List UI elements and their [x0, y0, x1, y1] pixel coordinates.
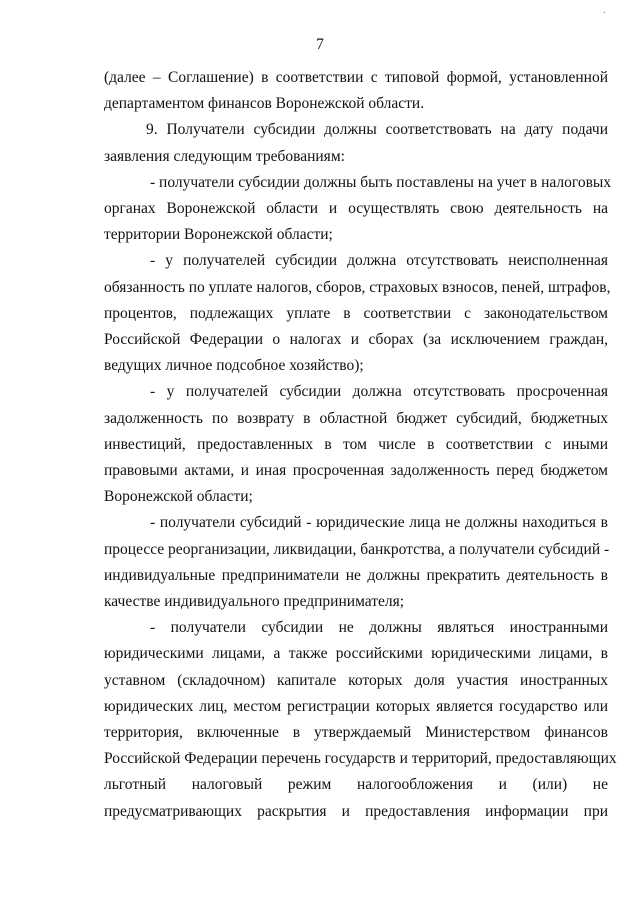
text-line: - у получателей субсидии должна отсутствовать неисполненная: [150, 252, 608, 270]
corner-mark: ·: [602, 8, 606, 19]
text-line: - получатели субсидий - юридические лица не должны находиться в: [150, 514, 608, 532]
page-number: 7: [316, 36, 324, 53]
text-line: Российской Федерации о налогах и сборах (за исключением граждан,: [104, 331, 608, 349]
text-line: Российской Федерации перечень государств и территорий, предоставляющих: [104, 750, 617, 768]
text-line: юридическими лицами, а также российскими юридическими лицами, в: [104, 645, 608, 663]
document-body: [104, 65, 617, 825]
text-line: правовыми актами, и иная просроченная задолженность перед бюджетом: [104, 462, 608, 480]
text-line: ведущих личное подсобное хозяйство);: [104, 357, 364, 375]
text-line: задолженность по возврату в областной бюджет субсидий, бюджетных: [104, 409, 608, 427]
text-line: (далее – Соглашение) в соответствии с типовой формой, установленной: [104, 69, 608, 86]
text-line: качестве индивидуального предпринимателя;: [104, 593, 405, 611]
text-line: инвестиций, предоставленных в том числе в соответствии с иными: [104, 435, 608, 453]
text-line: территория, включенные в утверждаемый Министерством финансов: [104, 724, 608, 742]
text-line: 9. Получатели субсидии должны соответствовать на дату подачи: [146, 121, 608, 139]
text-line: процессе реорганизации, ликвидации, банкротства, а получатели субсидий -: [104, 540, 610, 558]
text-line: процентов, подлежащих уплате в соответствии с законодательством: [104, 304, 608, 322]
text-line: обязанность по уплате налогов, сборов, страховых взносов, пеней, штрафов,: [104, 278, 611, 296]
text-line: Воронежской области;: [104, 488, 253, 506]
text-line: уставном (складочном) капитале которых доля участия иностранных: [104, 671, 608, 689]
text-line: индивидуальные предприниматели не должны прекратить деятельность в: [104, 566, 608, 584]
text-line: - получатели субсидии должны быть поставлены на учет в налоговых: [150, 173, 612, 191]
text-line: территории Воронежской области;: [104, 226, 333, 244]
text-line: предусматривающих раскрытия и предоставления информации при: [104, 802, 608, 820]
text-line: - получатели субсидии не должны являться иностранными: [150, 619, 608, 637]
text-line: льготный налоговый режим налогообложения и (или) не: [104, 776, 608, 794]
text-line: юридических лиц, местом регистрации которых является государство или: [104, 697, 608, 715]
text-line: органах Воронежской области и осуществлять свою деятельность на: [104, 200, 608, 218]
text-line: - у получателей субсидии должна отсутствовать просроченная: [150, 383, 608, 401]
text-line: заявления следующим требованиям:: [104, 147, 345, 165]
text-line: департаментом финансов Воронежской области.: [104, 95, 425, 113]
